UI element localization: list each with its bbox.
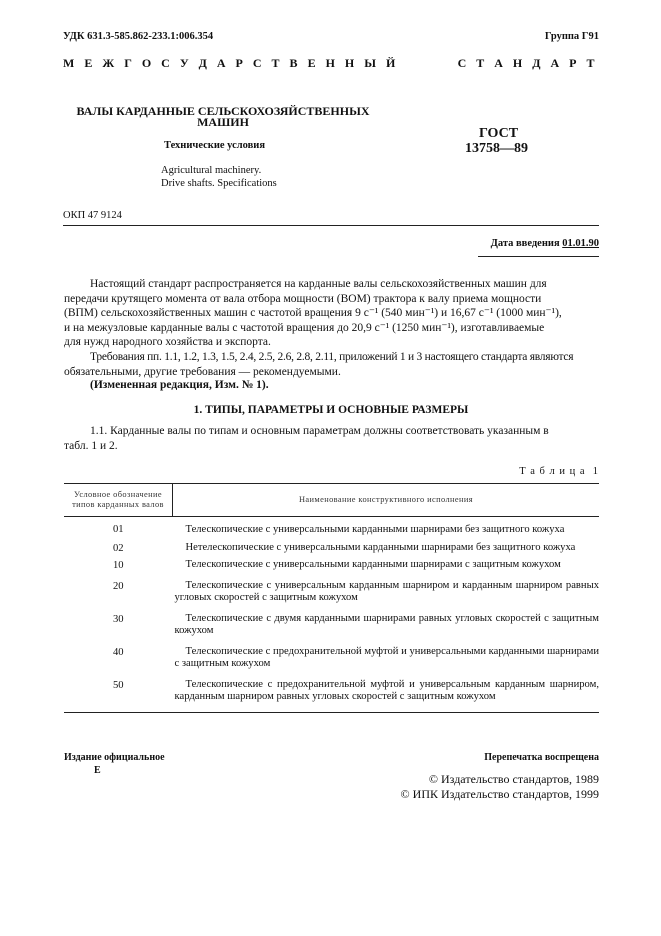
column-header-description: Наименование конструктивного исполнения [173,484,600,517]
group-code: Группа Г91 [544,31,599,42]
udk-code: УДК 631.3-585.862-233.1:006.354 [63,31,214,42]
title-line-2: МАШИН [197,115,249,129]
introduction-date-value: 01.01.90 [562,238,599,249]
intro-line: для нужд народного хозяйства и экспорта. [64,336,271,348]
intro-line: Настоящий стандарт распространяется на карданные валы сельскохозяйственных машин для [90,278,547,290]
type-description: Телескопические с двумя карданными шарнирами равных угловых скоростей с защитным кожухом [174,612,599,636]
type-code: 10 [112,560,124,571]
english-title [161,164,277,190]
gost-label: ГОСТ [479,126,519,141]
type-code: 01 [112,524,124,535]
type-code: 02 [112,542,124,554]
document-title [64,106,382,128]
intro-line: передачи крутящего момента от вала отбора мощности (ВОМ) трактора к валу приема мощности [64,292,542,305]
copyright-1999: © ИПК Издательство стандартов, 1999 [400,787,599,801]
intro-line: и на межузловые карданные валы с частотой вращения до 20,9 с⁻¹ (1250 мин⁻¹), изготавливаемые [64,321,545,334]
edition-letter: Е [94,765,101,776]
table-bottom-border [64,712,599,713]
english-title-line-1: Agricultural machinery. [161,165,262,176]
table-row [64,679,599,709]
divider-date [478,256,599,257]
type-description: Нетелескопические с универсальными карданными шарнирами без защитного кожуха [185,541,576,553]
type-description: Телескопические с универсальным карданным шарниром и карданным шарниром равных угловых скоростей с защитным кожухом [174,579,599,603]
section-paragraph [64,424,598,453]
table-row [64,580,599,613]
section-line: табл. 1 и 2. [64,439,118,452]
document-subtitle: Технические условия [164,140,266,151]
intro-paragraph-2 [64,350,598,379]
table-header-row [64,484,599,517]
type-description: Телескопические с предохранительной муфтой и универсальным карданным шарниром, карданным шарниром равных угловых скоростей с защитным кожухом [174,678,599,702]
table-caption: Т а б л и ц а 1 [519,466,599,477]
section-heading: 1. ТИПЫ, ПАРАМЕТРЫ И ОСНОВНЫЕ РАЗМЕРЫ [193,404,469,416]
type-code: 50 [112,679,124,691]
introduction-date [491,238,599,249]
reprint-notice: Перепечатка воспрещена [484,752,599,763]
type-description: Телескопические с универсальными карданными шарнирами с защитным кожухом [185,559,561,570]
type-code: 40 [112,646,124,658]
column-header-code-line-2: типов карданных валов [72,500,164,509]
table-row [64,559,599,580]
intro-line: обязательными, другие требования — рекомендуемыми. [64,365,341,378]
intro-paragraph-1 [64,277,598,350]
english-title-line-2: Drive shafts. Specifications [161,178,277,189]
table-row [64,613,599,646]
table-row [64,646,599,679]
type-description: Телескопические с предохранительной муфтой и универсальными карданными шарнирами с защитным кожухом [174,645,599,669]
column-header-code-line-1: Условное обозначение [74,490,162,499]
intro-line: Требования пп. 1.1, 1.2, 1.3, 1.5, 2.4, 2.5, 2.6, 2.8, 2.11, приложений 1 и 3 настоящего стандарта являются [90,351,574,363]
table-row [64,517,599,542]
official-edition: Издание официальное [64,752,165,763]
intro-line: (ВПМ) сельскохозяйственных машин с частотой вращения 9 с⁻¹ (540 мин⁻¹) и 16,67 с⁻¹ (1000 мин⁻¹), [64,307,562,319]
type-code: 30 [112,613,124,625]
amendment-note: (Измененная редакция, Изм. № 1). [90,379,269,391]
section-line: 1.1. Карданные валы по типам и основным параметрам должны соответствовать указанным в [90,425,549,437]
type-description: Телескопические с универсальными карданными шарнирами без защитного кожуха [185,524,565,535]
banner-interstate: М Е Ж Г О С У Д А Р С Т В Е Н Н Ы Й [63,56,400,70]
title-line-1: ВАЛЫ КАРДАННЫЕ СЕЛЬСКОХОЗЯЙСТВЕННЫХ [76,104,370,118]
introduction-date-label: Дата введения [490,238,560,249]
copyright-1989: © Издательство стандартов, 1989 [428,772,599,786]
gost-number: 13758—89 [465,141,528,156]
column-header-code [64,484,173,517]
types-table [64,484,599,709]
type-code: 20 [112,580,124,592]
divider-top [63,225,599,226]
okp-code: ОКП 47 9124 [63,210,122,221]
banner-standard: С Т А Н Д А Р Т [457,56,599,70]
table-row [64,542,599,560]
